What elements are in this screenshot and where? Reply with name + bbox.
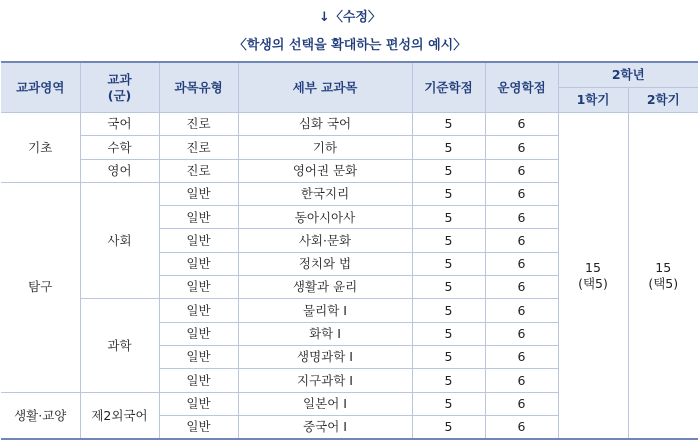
header-subject bbox=[80, 62, 159, 113]
course-cell: 생활과 윤리 bbox=[238, 276, 412, 299]
base-credit-cell: 5 bbox=[412, 182, 485, 205]
base-credit-cell: 5 bbox=[412, 206, 485, 229]
type-cell: 일반 bbox=[159, 369, 238, 392]
op-credit-cell: 6 bbox=[485, 182, 558, 205]
op-credit-cell: 6 bbox=[485, 159, 558, 182]
op-credit-cell: 6 bbox=[485, 113, 558, 136]
op-credit-cell: 6 bbox=[485, 276, 558, 299]
revision-label: ↓〈수정〉 bbox=[318, 10, 381, 25]
subject-foreign: 제2외국어 bbox=[80, 392, 159, 439]
op-credit-cell: 6 bbox=[485, 415, 558, 439]
header-subject-line1: 교과 bbox=[107, 71, 132, 87]
header-op-credit: 운영학점 bbox=[485, 62, 558, 113]
course-cell: 정치와 법 bbox=[238, 252, 412, 275]
course-cell: 중국어 I bbox=[238, 415, 412, 439]
base-credit-cell: 5 bbox=[412, 252, 485, 275]
base-credit-cell: 5 bbox=[412, 136, 485, 159]
sem1-count: 15 bbox=[585, 259, 601, 275]
course-cell: 물리학 I bbox=[238, 299, 412, 322]
type-cell: 진로 bbox=[159, 159, 238, 182]
table-row bbox=[1, 113, 698, 136]
header-area: 교과영역 bbox=[1, 62, 80, 113]
course-cell: 화학 I bbox=[238, 322, 412, 345]
type-cell: 진로 bbox=[159, 136, 238, 159]
base-credit-cell: 5 bbox=[412, 392, 485, 415]
base-credit-cell: 5 bbox=[412, 229, 485, 252]
type-cell: 일반 bbox=[159, 322, 238, 345]
header-subject-line2: (군) bbox=[107, 87, 132, 103]
op-credit-cell: 6 bbox=[485, 345, 558, 368]
header-grade2: 2학년 bbox=[558, 62, 698, 88]
table-caption: 〈학생의 선택을 확대하는 편성의 예시〉 bbox=[233, 38, 467, 53]
op-credit-cell: 6 bbox=[485, 252, 558, 275]
base-credit-cell: 5 bbox=[412, 299, 485, 322]
type-cell: 일반 bbox=[159, 415, 238, 439]
type-cell: 일반 bbox=[159, 276, 238, 299]
subject-social: 사회 bbox=[80, 182, 159, 298]
base-credit-cell: 5 bbox=[412, 322, 485, 345]
subject-cell: 영어 bbox=[80, 159, 159, 182]
type-cell: 일반 bbox=[159, 345, 238, 368]
op-credit-cell: 6 bbox=[485, 369, 558, 392]
header-sem1: 1학기 bbox=[558, 88, 628, 113]
course-cell: 일본어 I bbox=[238, 392, 412, 415]
op-credit-cell: 6 bbox=[485, 299, 558, 322]
sem1-choice: (택5) bbox=[578, 275, 608, 291]
type-cell: 일반 bbox=[159, 299, 238, 322]
base-credit-cell: 5 bbox=[412, 159, 485, 182]
subject-science: 과학 bbox=[80, 299, 159, 392]
header-type: 과목유형 bbox=[159, 62, 238, 113]
type-cell: 일반 bbox=[159, 392, 238, 415]
area-inquiry: 탐구 bbox=[1, 182, 80, 392]
header-base-credit: 기준학점 bbox=[412, 62, 485, 113]
base-credit-cell: 5 bbox=[412, 345, 485, 368]
header-course: 세부 교과목 bbox=[238, 62, 412, 113]
type-cell: 일반 bbox=[159, 252, 238, 275]
course-cell: 지구과학 I bbox=[238, 369, 412, 392]
type-cell: 진로 bbox=[159, 113, 238, 136]
base-credit-cell: 5 bbox=[412, 369, 485, 392]
sem1-value bbox=[558, 113, 628, 440]
op-credit-cell: 6 bbox=[485, 136, 558, 159]
sem2-value bbox=[628, 113, 698, 440]
base-credit-cell: 5 bbox=[412, 113, 485, 136]
subject-cell: 국어 bbox=[80, 113, 159, 136]
op-credit-cell: 6 bbox=[485, 392, 558, 415]
course-cell: 영어권 문화 bbox=[238, 159, 412, 182]
op-credit-cell: 6 bbox=[485, 322, 558, 345]
subject-cell: 수학 bbox=[80, 136, 159, 159]
curriculum-table bbox=[1, 61, 698, 440]
course-cell: 기하 bbox=[238, 136, 412, 159]
course-cell: 한국지리 bbox=[238, 182, 412, 205]
header-sem2: 2학기 bbox=[628, 88, 698, 113]
course-cell: 생명과학 I bbox=[238, 345, 412, 368]
base-credit-cell: 5 bbox=[412, 415, 485, 439]
course-cell: 동아시아사 bbox=[238, 206, 412, 229]
type-cell: 일반 bbox=[159, 182, 238, 205]
base-credit-cell: 5 bbox=[412, 276, 485, 299]
course-cell: 심화 국어 bbox=[238, 113, 412, 136]
area-basic: 기초 bbox=[1, 113, 80, 183]
op-credit-cell: 6 bbox=[485, 206, 558, 229]
sem2-choice: (택5) bbox=[648, 275, 679, 291]
type-cell: 일반 bbox=[159, 206, 238, 229]
op-credit-cell: 6 bbox=[485, 229, 558, 252]
sem2-count: 15 bbox=[655, 259, 672, 275]
type-cell: 일반 bbox=[159, 229, 238, 252]
course-cell: 사회·문화 bbox=[238, 229, 412, 252]
area-life: 생활·교양 bbox=[1, 392, 80, 439]
